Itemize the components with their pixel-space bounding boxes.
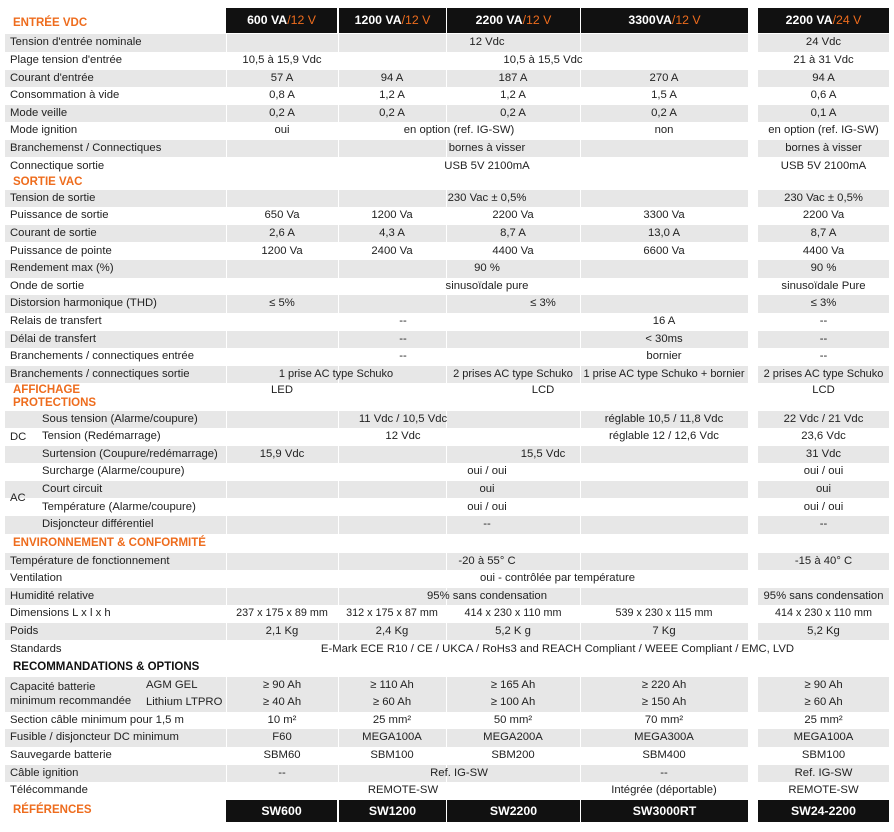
row-thd: Distorsion harmonique (THD) ≤ 5% ≤ 3% ≤ 3% (10, 297, 837, 310)
row-rendement: Rendement max (%) 90 % 90 % (10, 262, 837, 275)
row-tension-nominale: Tension d'entrée nominale 12 Vdc 24 Vdc (10, 36, 842, 49)
row-consommation-vide: Consommation à vide 0,8 A 1,2 A 1,2 A 1,5 A 0,6 A (10, 89, 837, 102)
row-telecommande: Télécommande REMOTE-SW Intégrée (déportable) REMOTE-SW (10, 784, 859, 797)
row-dimensions: Dimensions L x l x h 237 x 175 x 89 mm 312 x 175 x 87 mm 414 x 230 x 110 mm 539 x 230 x 115 mm 414 x 230 x 110 mm (10, 607, 873, 620)
row-tension-sortie: Tension de sortie 230 Vac ± 0,5% 230 Vac ± 0,5% (10, 191, 863, 204)
row-sous-tension: Sous tension (Alarme/coupure) 11 Vdc / 10,5 Vdc réglable 10,5 / 11,8 Vdc 22 Vdc / 21 Vdc (42, 412, 864, 425)
row-temperature-protection: Température (Alarme/coupure) oui / oui oui / oui (42, 500, 844, 513)
row-courant-entree: Courant d'entrée 57 A 94 A 187 A 270 A 94 A (10, 71, 835, 84)
row-surcharge: Surcharge (Alarme/coupure) oui / oui oui / oui (42, 465, 844, 478)
row-temperature-fonctionnement: Température de fonctionnement -20 à 55° C -15 à 40° C (10, 554, 853, 567)
row-agm-gel: AGM GEL ≥ 90 Ah ≥ 110 Ah ≥ 165 Ah ≥ 220 Ah ≥ 90 Ah (146, 678, 843, 691)
row-mode-ignition: Mode ignition oui en option (ref. IG-SW) non en option (ref. IG-SW) (10, 124, 879, 137)
section-sortie-vac: SORTIE VAC (13, 175, 83, 188)
reference-sw1200: SW1200 (339, 800, 446, 822)
row-ventilation: Ventilation oui - contrôlée par température (10, 572, 636, 585)
section-references: RÉFÉRENCES (13, 804, 92, 816)
model-header-2200-12: 2200 VA/12 V (447, 8, 580, 33)
row-courant-sortie: Courant de sortie 2,6 A 4,3 A 8,7 A 13,0 A 8,7 A (10, 226, 837, 239)
row-puissance-sortie: Puissance de sortie 650 Va 1200 Va 2200 Va 3300 Va 2200 Va (10, 209, 845, 222)
section-environnement: ENVIRONNEMENT & CONFORMITÉ (13, 536, 206, 549)
row-connectique-sortie: Connectique sortie USB 5V 2100mA USB 5V 2100mA (10, 159, 867, 172)
row-delai-transfert: Délai de transfert -- < 30ms -- (10, 332, 828, 345)
row-humidite: Humidité relative 95% sans condensation 95% sans condensation (10, 589, 884, 602)
section-affichage: AFFICHAGE (13, 383, 81, 396)
row-tension-redemarrage: Tension (Redémarrage) 12 Vdc réglable 12 / 12,6 Vdc 23,6 Vdc (42, 430, 846, 443)
model-header-600: 600 VA/12 V (226, 8, 337, 33)
row-standards: Standards E-Mark ECE R10 / CE / UKCA / RoHs3 and REACH Compliant / WEEE Compliant / EMC, LVD (10, 642, 795, 655)
row-branchements-sortie: Branchements / connectiques sortie 1 prise AC type Schuko 2 prises AC type Schuko 1 prise AC type Schuko + bornier 2 prises AC type Schuko (10, 367, 884, 380)
row-disjoncteur: Disjoncteur différentiel -- -- (42, 518, 828, 531)
capacite-label-2: minimum recommandée (10, 695, 132, 707)
row-court-circuit: Court circuit oui oui (42, 482, 832, 495)
section-entree-vdc: ENTRÉE VDC (13, 17, 88, 29)
model-header-2200-24: 2200 VA/24 V (758, 8, 889, 33)
row-sauvegarde: Sauvegarde batterie SBM60 SBM100 SBM200 SBM400 SBM100 (10, 748, 846, 761)
row-branchements: Branchemenst / Connectiques bornes à visser bornes à visser (10, 141, 862, 154)
row-poids: Poids 2,1 Kg 2,4 Kg 5,2 K g 7 Kg 5,2 Kg (10, 624, 840, 637)
model-header-3300: 3300VA/12 V (581, 8, 748, 33)
row-branchements-entree: Branchements / connectiques entrée -- bornier -- (10, 350, 828, 363)
ac-group-label: AC (10, 492, 26, 504)
reference-sw3000rt: SW3000RT (581, 800, 748, 822)
row-surtension: Surtension (Coupure/redémarrage) 15,9 Vdc 15,5 Vdc 31 Vdc (42, 447, 842, 460)
capacite-label: Capacité batterie (10, 681, 96, 693)
row-affichage: LED LCD LCD (271, 384, 835, 397)
row-relais-transfert: Relais de transfert -- 16 A -- (10, 314, 828, 327)
row-onde-sortie: Onde de sortie sinusoïdale pure sinusoïdale Pure (10, 279, 866, 292)
reference-sw2200: SW2200 (447, 800, 580, 822)
row-mode-veille: Mode veille 0,2 A 0,2 A 0,2 A 0,2 A 0,1 A (10, 106, 837, 119)
model-header-1200: 1200 VA/12 V (339, 8, 446, 33)
row-lithium: Lithium LTPRO ≥ 40 Ah ≥ 60 Ah ≥ 100 Ah ≥ 150 Ah ≥ 60 Ah (146, 696, 843, 709)
row-puissance-pointe: Puissance de pointe 1200 Va 2400 Va 4400 Va 6600 Va 4400 Va (10, 244, 845, 257)
reference-sw600: SW600 (226, 800, 337, 822)
row-plage-tension: Plage tension d'entrée 10,5 à 15,9 Vdc 10,5 à 15,5 Vdc 21 à 31 Vdc (10, 53, 854, 66)
section-protections: PROTECTIONS (13, 396, 97, 409)
dc-group-label: DC (10, 431, 27, 443)
row-section-cable: Section câble minimum pour 1,5 m 10 m² 25 mm² 50 mm² 70 mm² 25 mm² (10, 713, 843, 726)
row-fusible: Fusible / disjoncteur DC minimum F60 MEGA100A MEGA200A MEGA300A MEGA100A (10, 731, 854, 744)
row-cable-ignition: Câble ignition -- Ref. IG-SW -- Ref. IG-SW (10, 766, 853, 779)
section-recommandations: RECOMMANDATIONS & OPTIONS (13, 660, 200, 673)
reference-sw24-2200: SW24-2200 (758, 800, 889, 822)
